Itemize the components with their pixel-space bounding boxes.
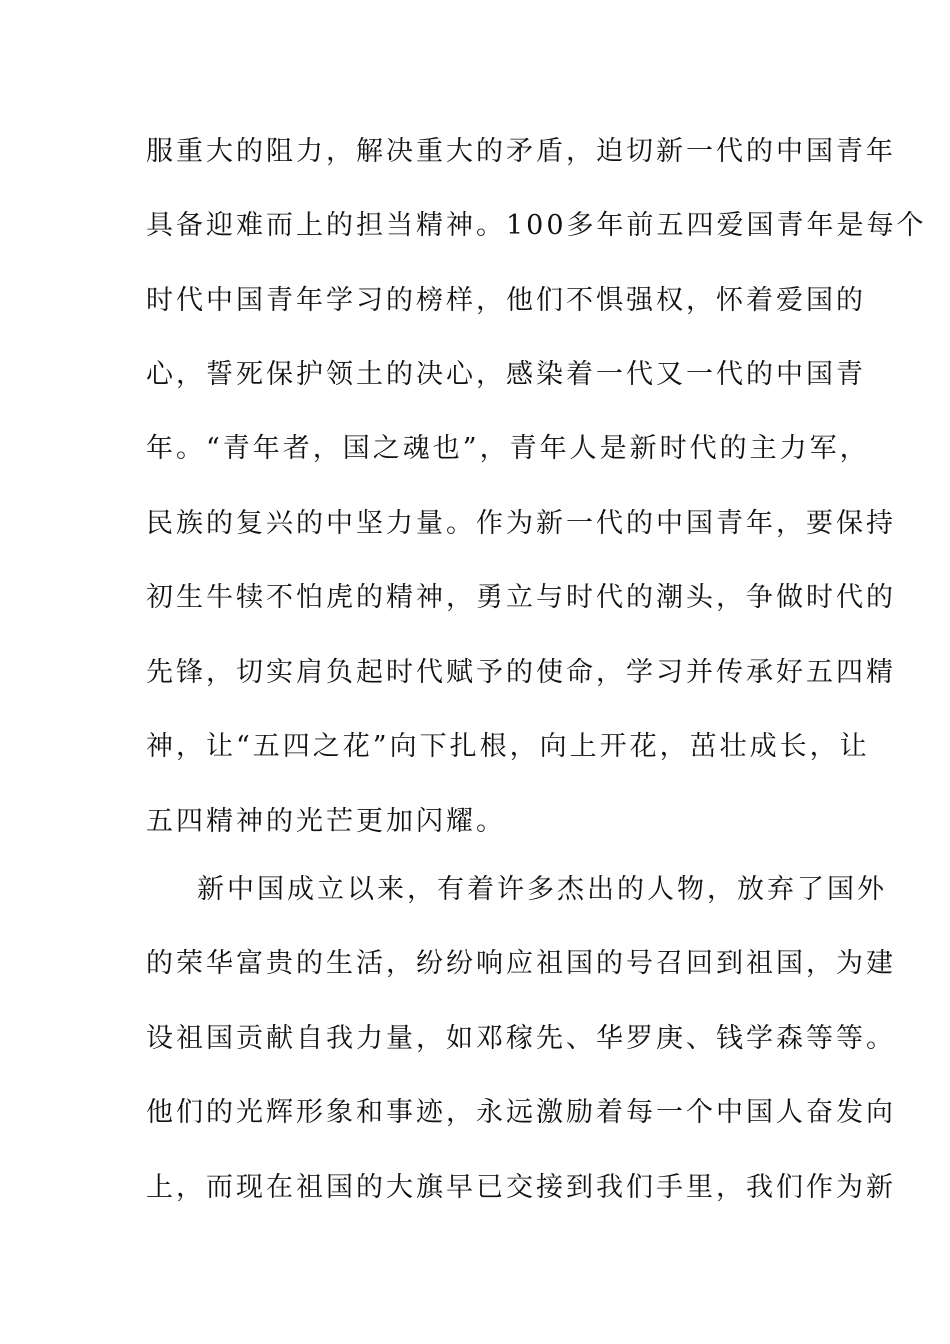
text-line: 年。“青年者，国之魂也”，青年人是新时代的主力军， [146,433,870,464]
text-line: 的荣华富贵的生活，纷纷响应祖国的号召回到祖国，为建 [146,948,896,979]
paragraph-first-line: 新中国成立以来，有着许多杰出的人物，放弃了国外 [197,874,887,905]
text-line: 初生牛犊不怕虎的精神，勇立与时代的潮头，争做时代的 [146,582,896,613]
text-line: 具备迎难而上的担当精神。100多年前五四爱国青年是每个 [146,210,927,241]
text-line: 五四精神的光芒更加闪耀。 [146,806,506,837]
text-line: 时代中国青年学习的榜样，他们不惧强权，怀着爱国的 [146,285,866,316]
text-line: 设祖国贡献自我力量，如邓稼先、华罗庚、钱学森等等。 [146,1023,896,1054]
text-line: 他们的光辉形象和事迹，永远激励着每一个中国人奋发向 [146,1097,896,1128]
text-line: 先锋，切实肩负起时代赋予的使命，学习并传承好五四精 [146,657,896,688]
text-line: 心，誓死保护领土的决心，感染着一代又一代的中国青 [146,359,866,390]
text-line: 神，让“五四之花”向下扎根，向上开花，茁壮成长，让 [146,731,870,762]
text-line: 服重大的阻力，解决重大的矛盾，迫切新一代的中国青年 [146,136,896,167]
text-line: 上，而现在祖国的大旗早已交接到我们手里，我们作为新 [146,1172,896,1203]
text-line: 民族的复兴的中坚力量。作为新一代的中国青年，要保持 [146,508,896,539]
